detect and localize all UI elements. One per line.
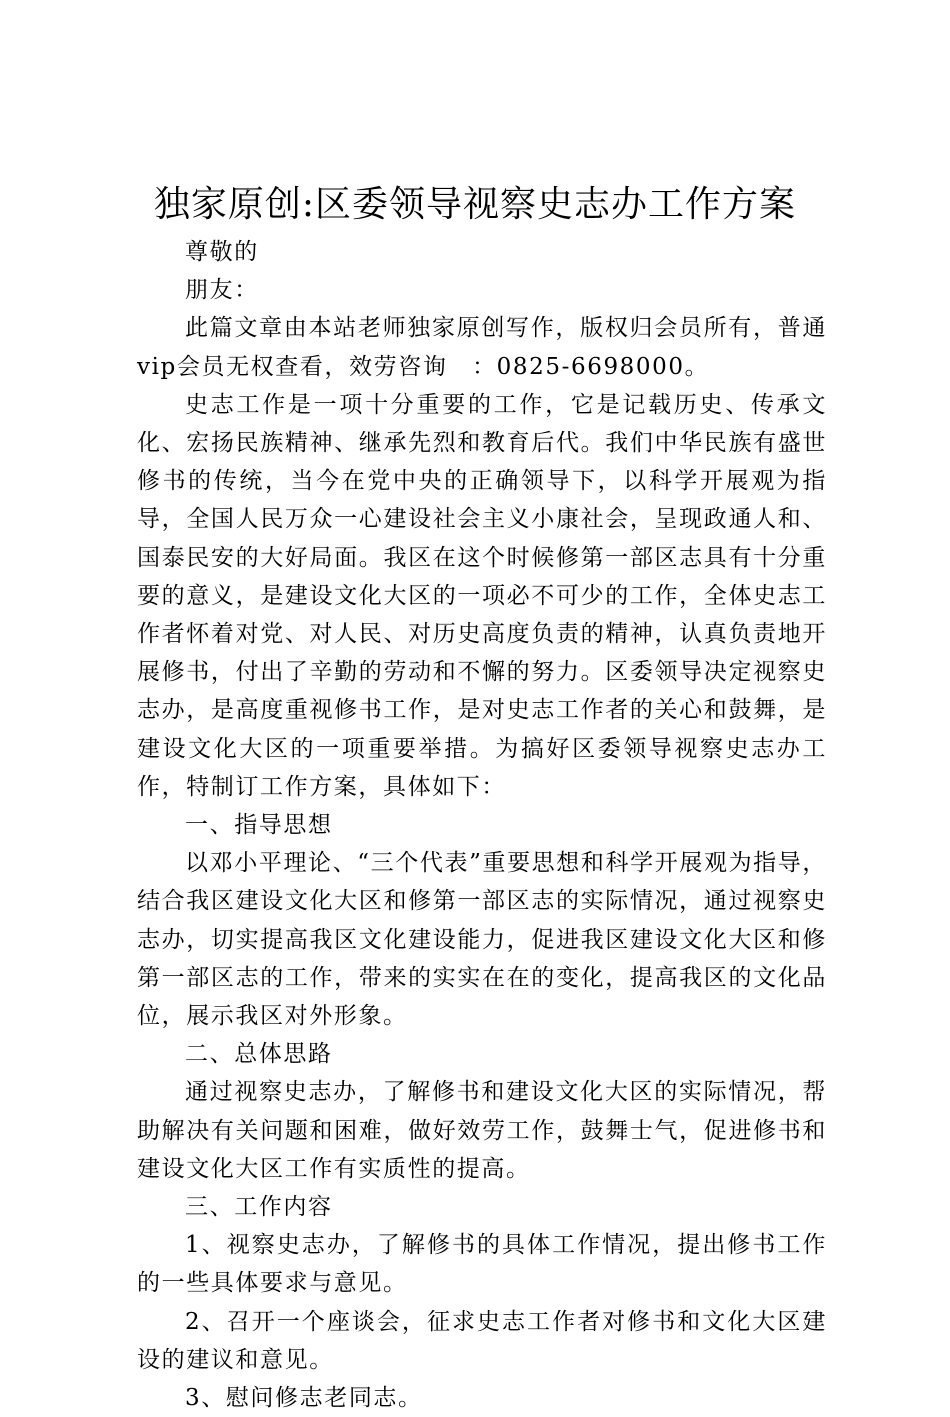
section-text-guiding-ideology: 以邓小平理论、“三个代表”重要思想和科学开展观为指导，结合我区建设文化大区和修第一部区志的实际情况，通过视察史志办，切实提高我区文化建设能力，促进我区建设文化大区和修第一部区志的工作，带来的实实在在的变化，提高我区的文化品位，展示我区对外形象。 <box>137 850 827 1030</box>
work-item-3: 3、慰问修志老同志。 <box>185 1385 423 1412</box>
section-heading-work-content: 三、工作内容 <box>185 1194 333 1221</box>
greeting-line-2: 朋友： <box>185 277 259 304</box>
section-heading-overall-approach: 二、总体思路 <box>185 1041 333 1068</box>
greeting-line-1: 尊敬的 <box>185 239 259 265</box>
section-text-overall-approach: 通过视察史志办，了解修书和建设文化大区的实际情况，帮助解决有关问题和困难，做好效劳工作，鼓舞士气，促进修书和建设文化大区工作有实质性的提高。 <box>137 1079 827 1182</box>
copyright-notice: 此篇文章由本站老师独家原创写作，版权归会员所有，普通vip会员无权查看，效劳咨询 ：0825-6698000。 <box>137 315 827 380</box>
work-item-2: 2、召开一个座谈会，征求史志工作者对修书和文化大区建设的建议和意见。 <box>137 1308 827 1373</box>
document-title: 独家原创:区委领导视察史志办工作方案 <box>153 184 797 225</box>
section-heading-guiding-ideology: 一、指导思想 <box>185 812 333 839</box>
document-body <box>137 233 827 1417</box>
intro-paragraph: 史志工作是一项十分重要的工作，它是记载历史、传承文化、宏扬民族精神、继承先烈和教育后代。我们中华民族有盛世修书的传统，当今在党中央的正确领导下，以科学开展观为指导，全国人民万众一心建设社会主义小康社会，呈现政通人和、国泰民安的大好局面。我区在这个时候修第一部区志具有十分重要的意义，是建设文化大区的一项必不可少的工作，全体史志工作者怀着对党、对人民、对历史高度负责的精神，认真负责地开展修书，付出了辛勤的劳动和不懈的努力。区委领导决定视察史志办，是高度重视修书工作，是对史志工作者的关心和鼓舞，是建设文化大区的一项重要举措。为搞好区委领导视察史志办工作，特制订工作方案，具体如下： <box>137 391 827 800</box>
work-item-1: 1、视察史志办，了解修书的具体工作情况，提出修书工作的一些具体要求与意见。 <box>137 1232 827 1297</box>
